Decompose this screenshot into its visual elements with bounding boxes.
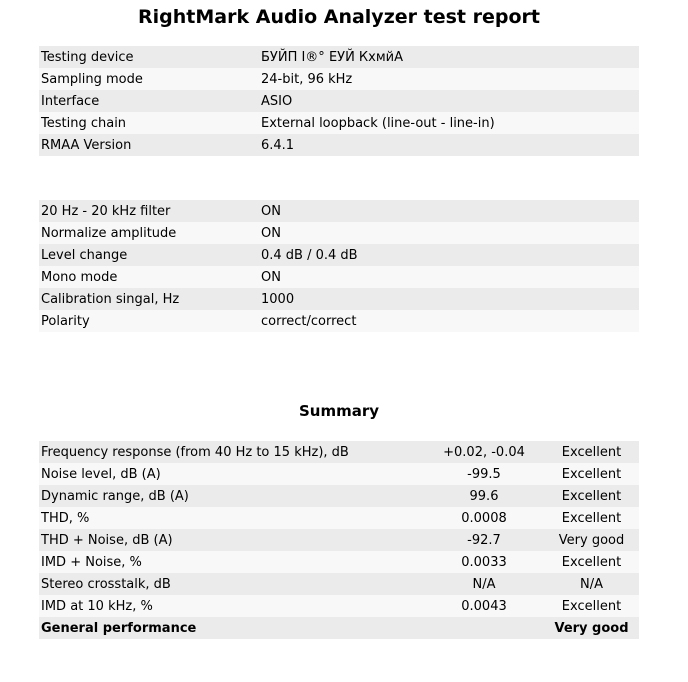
metric-rating: Excellent xyxy=(544,441,639,463)
metric-value: -99.5 xyxy=(424,463,544,485)
row-value: ON xyxy=(259,222,639,244)
row-label: Normalize amplitude xyxy=(39,222,259,244)
metric-value: 99.6 xyxy=(424,485,544,507)
row-label: Calibration singal, Hz xyxy=(39,288,259,310)
device-info-table xyxy=(39,46,639,156)
metric-value: 0.0033 xyxy=(424,551,544,573)
row-label: Polarity xyxy=(39,310,259,332)
metric-label: IMD at 10 kHz, % xyxy=(39,595,424,617)
row-label: Interface xyxy=(39,90,259,112)
row-label: Sampling mode xyxy=(39,68,259,90)
metric-rating: Excellent xyxy=(544,551,639,573)
table-row xyxy=(39,463,639,485)
metric-rating: Excellent xyxy=(544,507,639,529)
table-row xyxy=(39,551,639,573)
general-performance-label: General performance xyxy=(39,617,424,639)
row-value: 6.4.1 xyxy=(259,134,639,156)
metric-value: 0.0043 xyxy=(424,595,544,617)
row-label: Testing chain xyxy=(39,112,259,134)
table-row xyxy=(39,222,639,244)
table-row xyxy=(39,310,639,332)
row-value: External loopback (line-out - line-in) xyxy=(259,112,639,134)
table-row xyxy=(39,507,639,529)
metric-label: Dynamic range, dB (A) xyxy=(39,485,424,507)
summary-heading: Summary xyxy=(298,402,380,420)
metric-value: +0.02, -0.04 xyxy=(424,441,544,463)
row-value: correct/correct xyxy=(259,310,639,332)
table-row xyxy=(39,200,639,222)
row-value: ON xyxy=(259,200,639,222)
row-label: Testing device xyxy=(39,46,259,68)
metric-rating: Excellent xyxy=(544,463,639,485)
table-row xyxy=(39,595,639,617)
metric-rating: Very good xyxy=(544,529,639,551)
table-row xyxy=(39,244,639,266)
row-value: ASIO xyxy=(259,90,639,112)
metric-value: 0.0008 xyxy=(424,507,544,529)
row-value: ON xyxy=(259,266,639,288)
metric-rating: Excellent xyxy=(544,485,639,507)
table-row xyxy=(39,112,639,134)
metric-rating: N/A xyxy=(544,573,639,595)
general-performance-value xyxy=(424,617,544,639)
metric-label: Frequency response (from 40 Hz to 15 kHz), dB xyxy=(39,441,424,463)
row-label: 20 Hz - 20 kHz filter xyxy=(39,200,259,222)
summary-table xyxy=(39,441,639,639)
row-label: Mono mode xyxy=(39,266,259,288)
row-value: 1000 xyxy=(259,288,639,310)
metric-rating: Excellent xyxy=(544,595,639,617)
table-row xyxy=(39,90,639,112)
general-performance-rating: Very good xyxy=(544,617,639,639)
table-row xyxy=(39,68,639,90)
table-row xyxy=(39,134,639,156)
report-title: RightMark Audio Analyzer test report xyxy=(138,6,540,28)
row-value: БУЙП I®° ЕУЙ КхмйА xyxy=(259,46,639,68)
row-value: 24-bit, 96 kHz xyxy=(259,68,639,90)
row-value: 0.4 dB / 0.4 dB xyxy=(259,244,639,266)
metric-value: N/A xyxy=(424,573,544,595)
metric-value: -92.7 xyxy=(424,529,544,551)
table-row xyxy=(39,441,639,463)
metric-label: Stereo crosstalk, dB xyxy=(39,573,424,595)
table-row xyxy=(39,573,639,595)
metric-label: IMD + Noise, % xyxy=(39,551,424,573)
general-performance-row xyxy=(39,617,639,639)
metric-label: THD + Noise, dB (A) xyxy=(39,529,424,551)
row-label: RMAA Version xyxy=(39,134,259,156)
table-row xyxy=(39,266,639,288)
metric-label: Noise level, dB (A) xyxy=(39,463,424,485)
row-label: Level change xyxy=(39,244,259,266)
settings-table xyxy=(39,200,639,332)
metric-label: THD, % xyxy=(39,507,424,529)
table-row xyxy=(39,485,639,507)
table-row xyxy=(39,288,639,310)
table-row xyxy=(39,46,639,68)
table-row xyxy=(39,529,639,551)
